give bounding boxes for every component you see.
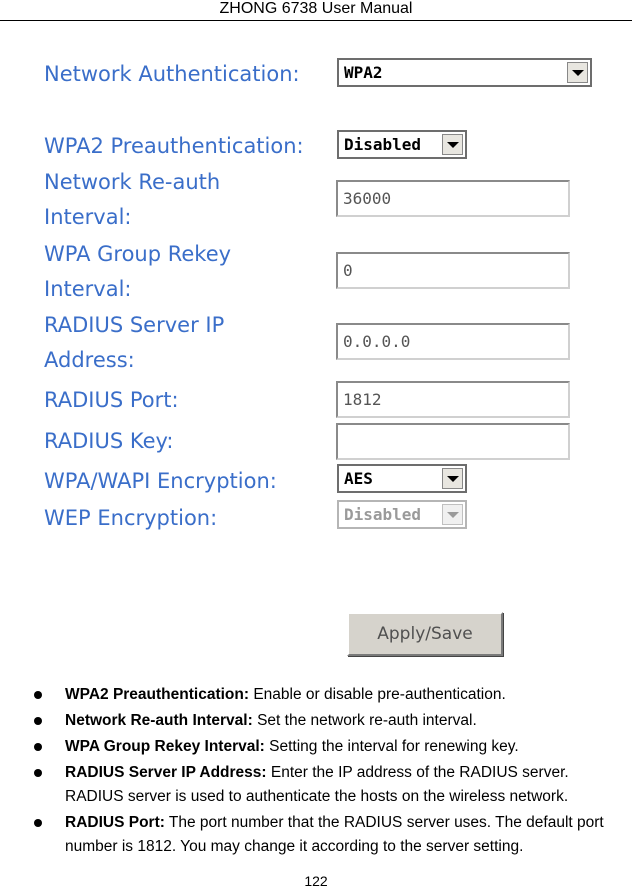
list-item <box>0 735 632 759</box>
network-reauth-interval-label-line2: Interval: <box>44 205 132 229</box>
network-reauth-interval-input[interactable]: 36000 <box>336 180 570 217</box>
network-reauth-interval-label-line1: Network Re-auth <box>44 170 221 194</box>
wep-encryption-value: Disabled <box>344 505 422 524</box>
radius-port-input[interactable]: 1812 <box>336 381 570 418</box>
bullet-text: Enable or disable pre-authentication. <box>249 686 506 703</box>
page-number: 122 <box>304 873 328 889</box>
radius-key-label: RADIUS Key: <box>44 429 174 453</box>
network-authentication-label: Network Authentication: <box>44 62 300 86</box>
network-authentication-value: WPA2 <box>344 63 383 82</box>
list-item <box>0 811 632 859</box>
list-item <box>0 683 632 707</box>
radius-server-ip-label-line2: Address: <box>44 348 135 372</box>
radius-server-ip-label-line1: RADIUS Server IP <box>44 313 225 337</box>
wpa-wapi-encryption-label: WPA/WAPI Encryption: <box>44 469 277 493</box>
description-list <box>0 683 632 861</box>
wep-encryption-select <box>337 500 467 529</box>
wpa-group-rekey-interval-label <box>44 237 231 307</box>
network-reauth-interval-label <box>44 165 220 235</box>
wpa-group-rekey-interval-input[interactable]: 0 <box>336 252 570 289</box>
bullet-text: The port number that the RADIUS server uses. The default port number is 1812. You may change it according to the server setting. <box>65 814 604 855</box>
wep-encryption-label: WEP Encryption: <box>44 506 218 530</box>
radius-server-ip-label <box>44 308 224 378</box>
bullet-icon <box>34 691 42 699</box>
bullet-icon <box>34 717 42 725</box>
manual-title: ZHONG 6738 User Manual <box>219 0 413 17</box>
radius-key-input[interactable] <box>336 423 570 460</box>
wpa-group-rekey-interval-label-line1: WPA Group Rekey <box>44 242 232 266</box>
wpa2-preauthentication-select[interactable] <box>337 130 467 159</box>
list-item <box>0 761 632 809</box>
bullet-text: Setting the interval for renewing key. <box>264 738 519 755</box>
wpa2-preauthentication-value: Disabled <box>344 135 422 154</box>
wpa-wapi-encryption-select[interactable] <box>337 464 467 493</box>
bullet-text: Set the network re-auth interval. <box>252 712 477 729</box>
chevron-down-icon[interactable] <box>442 134 463 155</box>
bullet-term: RADIUS Server IP Address: <box>65 764 267 781</box>
network-authentication-select[interactable] <box>337 58 592 87</box>
bullet-text: Enter the IP address of the RADIUS server. RADIUS server is used to authenticate the hosts on the wireless network. <box>65 764 569 805</box>
apply-save-button[interactable]: Apply/Save <box>347 612 503 656</box>
bullet-icon <box>34 769 42 777</box>
wpa-wapi-encryption-value: AES <box>344 469 373 488</box>
wpa-group-rekey-interval-label-line2: Interval: <box>44 277 132 301</box>
bullet-icon <box>34 743 42 751</box>
chevron-down-icon[interactable] <box>567 62 588 83</box>
bullet-term: WPA Group Rekey Interval: <box>65 738 265 755</box>
chevron-down-icon <box>442 504 463 525</box>
bullet-icon <box>34 819 42 827</box>
radius-server-ip-input[interactable]: 0.0.0.0 <box>336 323 570 360</box>
wpa2-preauthentication-label: WPA2 Preauthentication: <box>44 134 304 158</box>
radius-port-label: RADIUS Port: <box>44 388 179 412</box>
bullet-term: WPA2 Preauthentication: <box>65 686 250 703</box>
bullet-term: Network Re-auth Interval: <box>65 712 253 729</box>
list-item <box>0 709 632 733</box>
chevron-down-icon[interactable] <box>442 468 463 489</box>
bullet-term: RADIUS Port: <box>65 814 165 831</box>
